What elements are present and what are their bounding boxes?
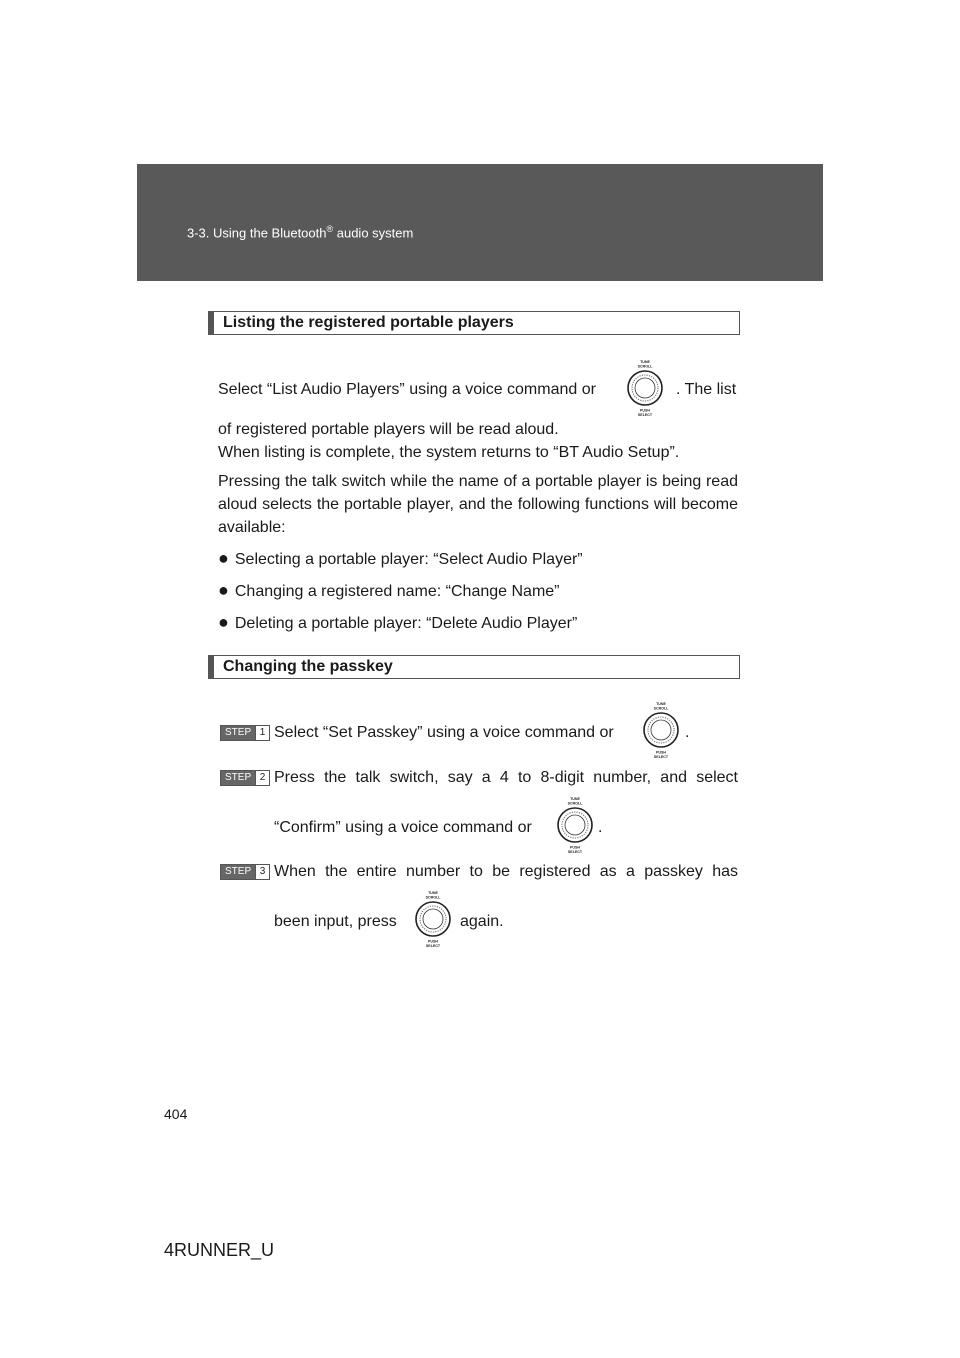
bullet-icon: ● — [218, 580, 229, 600]
step1-text-end: . — [685, 724, 690, 741]
svg-text:SELECT: SELECT — [425, 944, 441, 948]
listing-instruction-line3: When listing is complete, the system returns to “BT Audio Setup”. — [218, 444, 680, 461]
step2-text-line1: Press the talk switch, say a 4 to 8-digit number, and select — [274, 769, 738, 786]
tune-scroll-knob-icon — [408, 889, 458, 949]
tune-scroll-knob-icon — [636, 700, 686, 760]
listing-instruction-line2: of registered portable players will be read aloud. — [218, 421, 559, 438]
svg-text:SCROLL: SCROLL — [425, 895, 441, 900]
section-heading-passkey: Changing the passkey — [208, 655, 740, 679]
step3-text-end: again. — [460, 913, 504, 930]
svg-text:SCROLL: SCROLL — [637, 364, 653, 369]
talk-switch-paragraph: Pressing the talk switch while the name of a portable player is being read aloud selects the portable player, and the following functions will become available: — [218, 473, 738, 536]
bullet-item: ● Selecting a portable player: “Select Audio Player” — [218, 548, 583, 568]
tune-scroll-knob-icon — [620, 358, 670, 418]
tune-scroll-knob-icon — [550, 795, 603, 855]
svg-text:TUNE: TUNE — [428, 891, 438, 895]
svg-text:PUSH: PUSH — [428, 939, 438, 944]
svg-text:SELECT: SELECT — [637, 413, 653, 417]
bullet-item: ● Changing a registered name: “Change Name” — [218, 580, 560, 600]
bullet-icon: ● — [218, 548, 229, 568]
step-badge-3: STEP 3 — [220, 864, 270, 880]
svg-text:PUSH: PUSH — [656, 750, 666, 755]
step1-text: Select “Set Passkey” using a voice command or — [274, 724, 614, 741]
section-header-title: 3-3. Using the Bluetooth® audio system — [187, 224, 414, 241]
bullet-icon: ● — [218, 612, 229, 632]
header-band — [137, 164, 823, 281]
svg-text:SELECT: SELECT — [567, 850, 583, 854]
svg-text:PUSH: PUSH — [570, 845, 580, 850]
bullet-item: ● Deleting a portable player: “Delete Audio Player” — [218, 612, 578, 632]
listing-instruction-line1-end: . The list — [676, 381, 737, 398]
listing-instruction-line1: Select “List Audio Players” using a voice command or — [218, 381, 596, 398]
svg-text:SELECT: SELECT — [653, 755, 669, 759]
svg-text:SCROLL: SCROLL — [567, 801, 583, 806]
document-code: 4RUNNER_U — [164, 1240, 275, 1260]
svg-text:SCROLL: SCROLL — [653, 706, 669, 711]
section-heading-listing: Listing the registered portable players — [208, 311, 740, 335]
step3-text-line2: been input, press — [274, 913, 397, 930]
step2-text-line2: “Confirm” using a voice command or — [274, 819, 532, 836]
page-number: 404 — [164, 1106, 188, 1122]
svg-text:PUSH: PUSH — [640, 408, 650, 413]
svg-text:TUNE: TUNE — [570, 797, 580, 801]
step-badge-2: STEP 2 — [220, 770, 270, 786]
step2-text-end: . — [598, 819, 603, 836]
step3-text-line1: When the entire number to be registered as a passkey has — [274, 863, 738, 880]
svg-text:TUNE: TUNE — [656, 702, 666, 706]
svg-text:TUNE: TUNE — [640, 360, 650, 364]
step-badge-1: STEP 1 — [220, 725, 270, 741]
